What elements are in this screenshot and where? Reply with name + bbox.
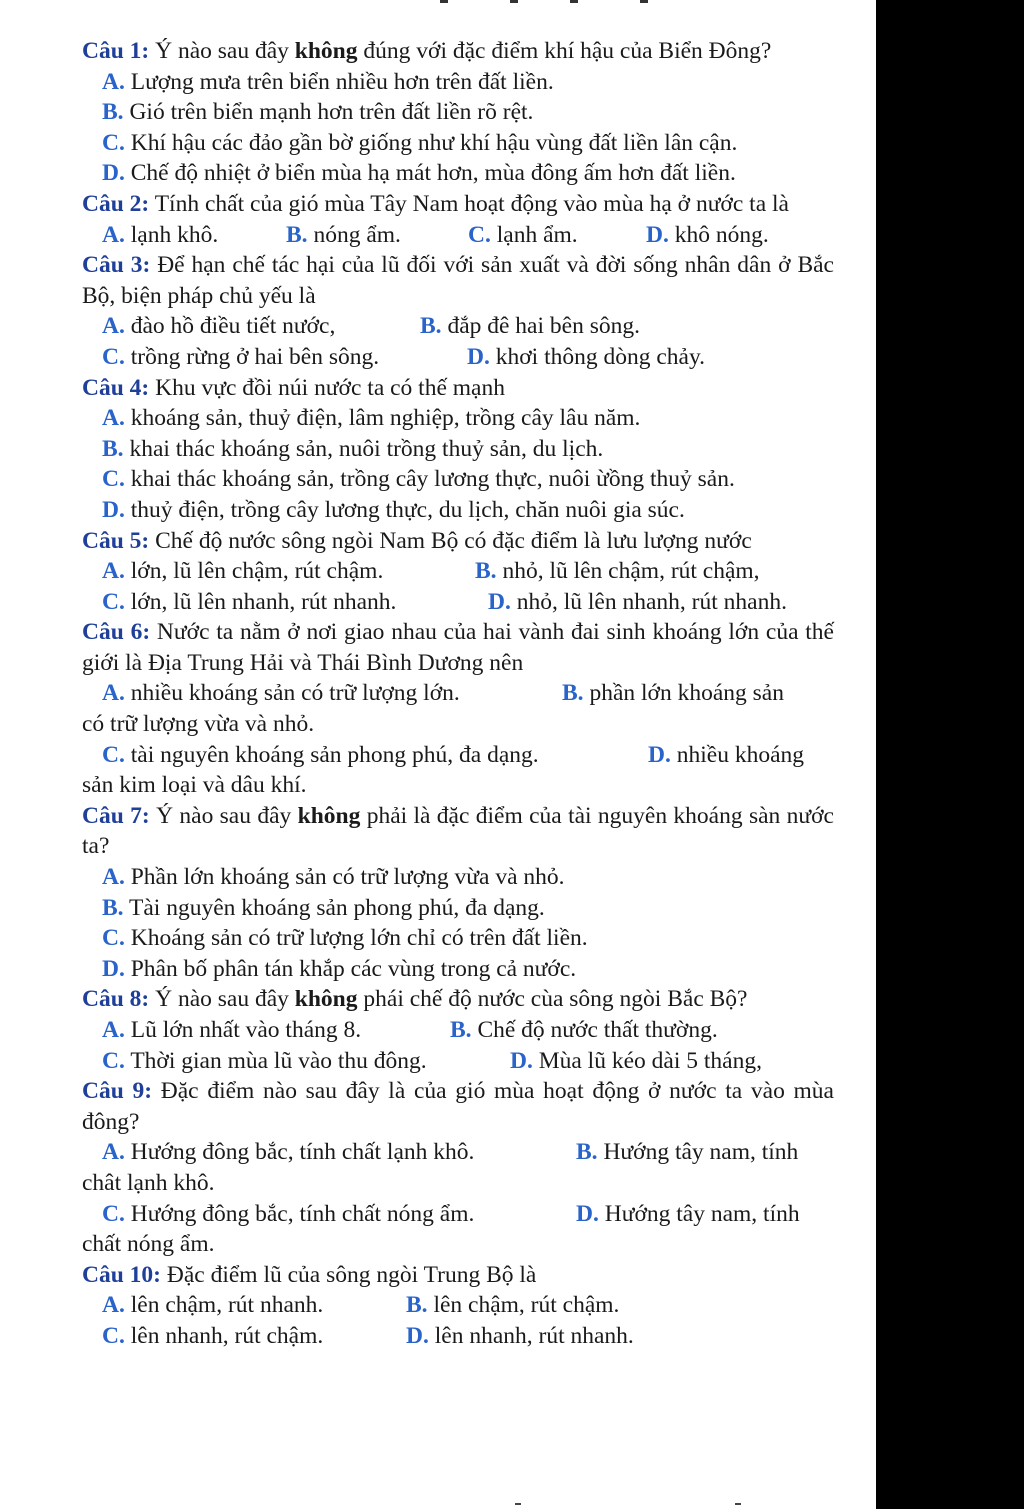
top-scan-marks xyxy=(420,0,720,6)
option-text: lớn, lũ lên chậm, rút chậm. xyxy=(130,558,384,585)
option-letter: A. xyxy=(102,405,125,432)
option-letter: C. xyxy=(102,129,125,156)
option-a xyxy=(82,67,834,98)
option-b xyxy=(406,1290,619,1321)
options-row xyxy=(82,740,834,771)
option-text: khơi thông dòng chảy. xyxy=(495,343,706,370)
option-letter: C. xyxy=(102,1322,125,1349)
option-text: trồng rừng ở hai bên sông. xyxy=(130,343,380,370)
question-3-stem xyxy=(82,250,834,311)
stem-text: Ý nào sau đây xyxy=(149,802,298,829)
question-number: Câu 7: xyxy=(82,802,150,829)
stem-text: Chế độ nước sông ngòi Nam Bộ có đặc điểm là lưu lượng nước xyxy=(149,527,752,554)
screen-edge-band xyxy=(876,0,1024,1509)
option-letter: D. xyxy=(406,1322,429,1349)
option-c xyxy=(102,587,488,618)
question-7-stem xyxy=(82,801,834,862)
option-letter: D. xyxy=(510,1047,533,1074)
option-text: thuỷ điện, trồng cây lương thực, du lịch, chăn nuôi gia súc. xyxy=(130,496,685,523)
option-letter: A. xyxy=(102,1139,125,1166)
options-row xyxy=(82,678,834,709)
options-row xyxy=(82,1046,834,1077)
option-letter: D. xyxy=(102,160,125,187)
option-a xyxy=(82,403,834,434)
option-text: Hướng tây nam, tính xyxy=(603,1139,799,1166)
question-2-stem xyxy=(82,189,834,220)
question-4-stem xyxy=(82,373,834,404)
question-list xyxy=(82,36,834,1352)
question-number: Câu 1: xyxy=(82,38,150,64)
stem-text: Nước ta nằm ở nơi giao nhau của hai vành đai sinh khoáng lớn của thế giới là Địa Trung Hải và Thái Bình Dương nên xyxy=(82,619,834,676)
option-d xyxy=(510,1046,762,1077)
option-letter: D. xyxy=(102,496,125,523)
option-text: khai thác khoáng sản, trồng cây lương thực, nuôi ừồng thuỷ sản. xyxy=(130,466,735,493)
question-7 xyxy=(82,801,834,985)
option-text: Lượng mưa trên biển nhiều hơn trên đất liền. xyxy=(130,68,554,95)
option-letter: B. xyxy=(450,1017,472,1043)
question-number: Câu 4: xyxy=(82,374,150,401)
option-letter: A. xyxy=(102,1017,125,1043)
option-letter: A. xyxy=(102,864,125,891)
option-d xyxy=(646,220,769,251)
option-text: lạnh ẩm. xyxy=(496,221,578,248)
option-text: Tài nguyên khoáng sản phong phú, đa dạng. xyxy=(129,894,545,921)
option-text: Mùa lũ kéo dài 5 tháng, xyxy=(538,1047,762,1074)
question-1-stem xyxy=(82,36,834,67)
option-text: Khí hậu các đảo gần bờ giống như khí hậu vùng đất liền lân cận. xyxy=(130,129,738,156)
option-text: lên nhanh, rút chậm. xyxy=(130,1322,324,1349)
stem-text: đúng với đặc điểm khí hậu của Biển Đông? xyxy=(357,38,772,64)
stem-text: Đặc điểm lũ của sông ngòi Trung Bộ là xyxy=(161,1261,537,1288)
question-number: Câu 3: xyxy=(82,252,151,279)
option-text: lớn, lũ lên nhanh, rút nhanh. xyxy=(130,588,397,615)
options-row xyxy=(82,1199,834,1230)
option-letter: C. xyxy=(102,343,125,370)
option-c xyxy=(102,740,648,771)
question-1 xyxy=(82,36,834,189)
option-a xyxy=(82,862,834,893)
option-b xyxy=(82,434,834,465)
option-d-continued: chất nóng ẩm. xyxy=(82,1231,215,1258)
option-letter: B. xyxy=(286,221,308,248)
option-text: khoáng sản, thuỷ điện, lâm nghiệp, trồng cây lâu năm. xyxy=(130,405,641,432)
stem-emphasis: không xyxy=(297,802,361,829)
option-text: tài nguyên khoáng sản phong phú, đa dạng. xyxy=(130,741,539,768)
option-a xyxy=(102,1015,450,1046)
stem-text: Tính chất của gió mùa Tây Nam hoạt động vào mùa hạ ở nước ta là xyxy=(149,190,789,217)
question-8 xyxy=(82,984,834,1076)
question-number: Câu 9: xyxy=(82,1078,153,1105)
option-letter: C. xyxy=(102,925,125,952)
option-text: Gió trên biển mạnh hơn trên đất liền rõ rệt. xyxy=(129,99,534,126)
option-a xyxy=(102,556,475,587)
option-c xyxy=(82,128,834,159)
options-row xyxy=(82,1137,834,1168)
option-c xyxy=(102,1321,406,1352)
option-text: nhiều khoáng sản có trữ lượng lớn. xyxy=(130,680,460,707)
option-letter: C. xyxy=(102,1200,125,1227)
option-c xyxy=(82,923,834,954)
option-letter: B. xyxy=(406,1292,428,1319)
question-9-stem xyxy=(82,1076,834,1137)
question-5-stem xyxy=(82,526,834,557)
question-5 xyxy=(82,526,834,618)
stem-text: phải là đặc điểm của tài nguyên khoáng sàn nước ta? xyxy=(82,802,834,860)
option-letter: C. xyxy=(468,221,491,248)
options-row xyxy=(82,311,834,342)
option-b xyxy=(450,1015,718,1046)
option-d xyxy=(82,495,834,526)
option-c xyxy=(468,220,646,251)
option-b xyxy=(82,893,834,924)
option-d-continued: sản kim loại và dâu khí. xyxy=(82,772,307,799)
option-letter: C. xyxy=(102,741,125,768)
question-10-stem xyxy=(82,1260,834,1291)
option-letter: C. xyxy=(102,588,125,615)
option-letter: D. xyxy=(488,588,511,615)
options-row xyxy=(82,1290,834,1321)
option-b-continued: có trữ lượng vừa và nhỏ. xyxy=(82,711,315,738)
option-text: Hướng đông bắc, tính chất lạnh khô. xyxy=(130,1139,475,1166)
option-b xyxy=(475,556,760,587)
options-row xyxy=(82,220,834,251)
option-letter: B. xyxy=(562,680,584,707)
option-letter: A. xyxy=(102,68,125,95)
question-9 xyxy=(82,1076,834,1260)
option-a xyxy=(102,1290,406,1321)
question-number: Câu 6: xyxy=(82,619,151,646)
option-text: nóng ẩm. xyxy=(313,221,401,248)
option-letter: B. xyxy=(576,1139,598,1166)
option-text: Hướng tây nam, tính xyxy=(604,1200,800,1227)
option-text: Chế độ nhiệt ở biển mùa hạ mát hơn, mùa đông ấm hơn đất liền. xyxy=(130,160,736,187)
question-6 xyxy=(82,617,834,801)
option-b-continued: chât lạnh khô. xyxy=(82,1169,215,1196)
question-number: Câu 8: xyxy=(82,986,150,1013)
options-row xyxy=(82,587,834,618)
option-letter: A. xyxy=(102,221,125,248)
option-text: lạnh khô. xyxy=(130,221,219,248)
option-text: Chế độ nước thất thường. xyxy=(477,1017,718,1043)
option-letter: A. xyxy=(102,1292,125,1319)
question-2 xyxy=(82,189,834,250)
option-text: khô nóng. xyxy=(674,221,769,248)
option-letter: D. xyxy=(102,955,125,982)
option-letter: D. xyxy=(576,1200,599,1227)
stem-text: phái chế độ nước cùa sông ngòi Bắc Bộ? xyxy=(357,986,748,1013)
option-text: Phân bố phân tán khắp các vùng trong cả nước. xyxy=(130,955,577,982)
option-d xyxy=(576,1199,800,1230)
stem-text: Đặc điểm nào sau đây là của gió mùa hoạt động ở nước ta vào mùa đông? xyxy=(82,1078,834,1135)
option-a xyxy=(102,220,286,251)
option-letter: C. xyxy=(102,1047,125,1074)
option-text: phần lớn khoáng sản xyxy=(589,680,784,707)
option-letter: B. xyxy=(475,558,497,585)
options-row xyxy=(82,1015,834,1046)
option-a xyxy=(102,678,562,709)
option-text: Thời gian mùa lũ vào thu đông. xyxy=(130,1047,427,1074)
option-text: nhỏ, lũ lên nhanh, rút nhanh. xyxy=(516,588,787,615)
option-text: nhỏ, lũ lên chậm, rút chậm, xyxy=(502,558,760,585)
options-row xyxy=(82,342,834,373)
option-letter: B. xyxy=(102,435,124,462)
option-letter: D. xyxy=(646,221,669,248)
option-text: khai thác khoáng sản, nuôi trồng thuỷ sản, du lịch. xyxy=(129,435,604,462)
option-d xyxy=(82,954,834,985)
option-letter: A. xyxy=(102,558,125,585)
option-text: nhiều khoáng xyxy=(676,741,804,768)
options-row xyxy=(82,1321,834,1352)
option-d xyxy=(82,158,834,189)
option-letter: A. xyxy=(102,680,125,707)
question-number: Câu 2: xyxy=(82,190,150,217)
option-c xyxy=(102,1199,576,1230)
stem-text: Khu vực đồi núi nước ta có thế mạnh xyxy=(149,374,505,401)
option-c xyxy=(102,1046,510,1077)
option-d xyxy=(467,342,705,373)
option-c xyxy=(82,464,834,495)
option-letter: B. xyxy=(420,313,442,340)
question-3 xyxy=(82,250,834,372)
question-6-stem xyxy=(82,617,834,678)
question-10 xyxy=(82,1260,834,1352)
question-4 xyxy=(82,373,834,526)
stem-emphasis: không xyxy=(294,986,358,1013)
option-letter: A. xyxy=(102,313,125,340)
stem-emphasis: không xyxy=(294,38,358,64)
option-c xyxy=(102,342,467,373)
option-a xyxy=(102,311,420,342)
option-text: đào hồ điều tiết nước, xyxy=(130,313,336,340)
option-text: Lũ lớn nhất vào tháng 8. xyxy=(130,1017,362,1043)
option-b xyxy=(576,1137,798,1168)
option-letter: C. xyxy=(102,466,125,493)
option-b xyxy=(286,220,468,251)
stem-text: Ý nào sau đây xyxy=(149,38,295,64)
question-8-stem xyxy=(82,984,834,1015)
option-b xyxy=(562,678,784,709)
option-text: Khoáng sản có trữ lượng lớn chỉ có trên đất liền. xyxy=(130,925,588,952)
options-row xyxy=(82,556,834,587)
question-number: Câu 5: xyxy=(82,527,150,554)
option-d xyxy=(406,1321,634,1352)
option-letter: B. xyxy=(102,894,124,921)
stem-text: Ý nào sau đây xyxy=(149,986,295,1013)
option-text: lên nhanh, rút nhanh. xyxy=(434,1322,634,1349)
option-letter: D. xyxy=(648,741,671,768)
option-text: Phần lớn khoáng sản có trữ lượng vừa và nhỏ. xyxy=(130,864,565,891)
option-text: lên chậm, rút chậm. xyxy=(433,1292,620,1319)
question-number: Câu 10: xyxy=(82,1261,161,1288)
option-letter: B. xyxy=(102,99,124,126)
option-text: đắp đê hai bên sông. xyxy=(447,313,640,340)
option-d xyxy=(648,740,804,771)
option-a xyxy=(102,1137,576,1168)
stem-text: Để hạn chế tác hại của lũ đối với sản xuất và đời sống nhân dân ở Bắc Bộ, biện pháp chủ yếu là xyxy=(82,252,834,309)
option-letter: D. xyxy=(467,343,490,370)
option-b xyxy=(420,311,640,342)
option-d xyxy=(488,587,787,618)
option-b xyxy=(82,97,834,128)
option-text: Hướng đông bắc, tính chất nóng ẩm. xyxy=(130,1200,475,1227)
option-text: lên chậm, rút nhanh. xyxy=(130,1292,324,1319)
